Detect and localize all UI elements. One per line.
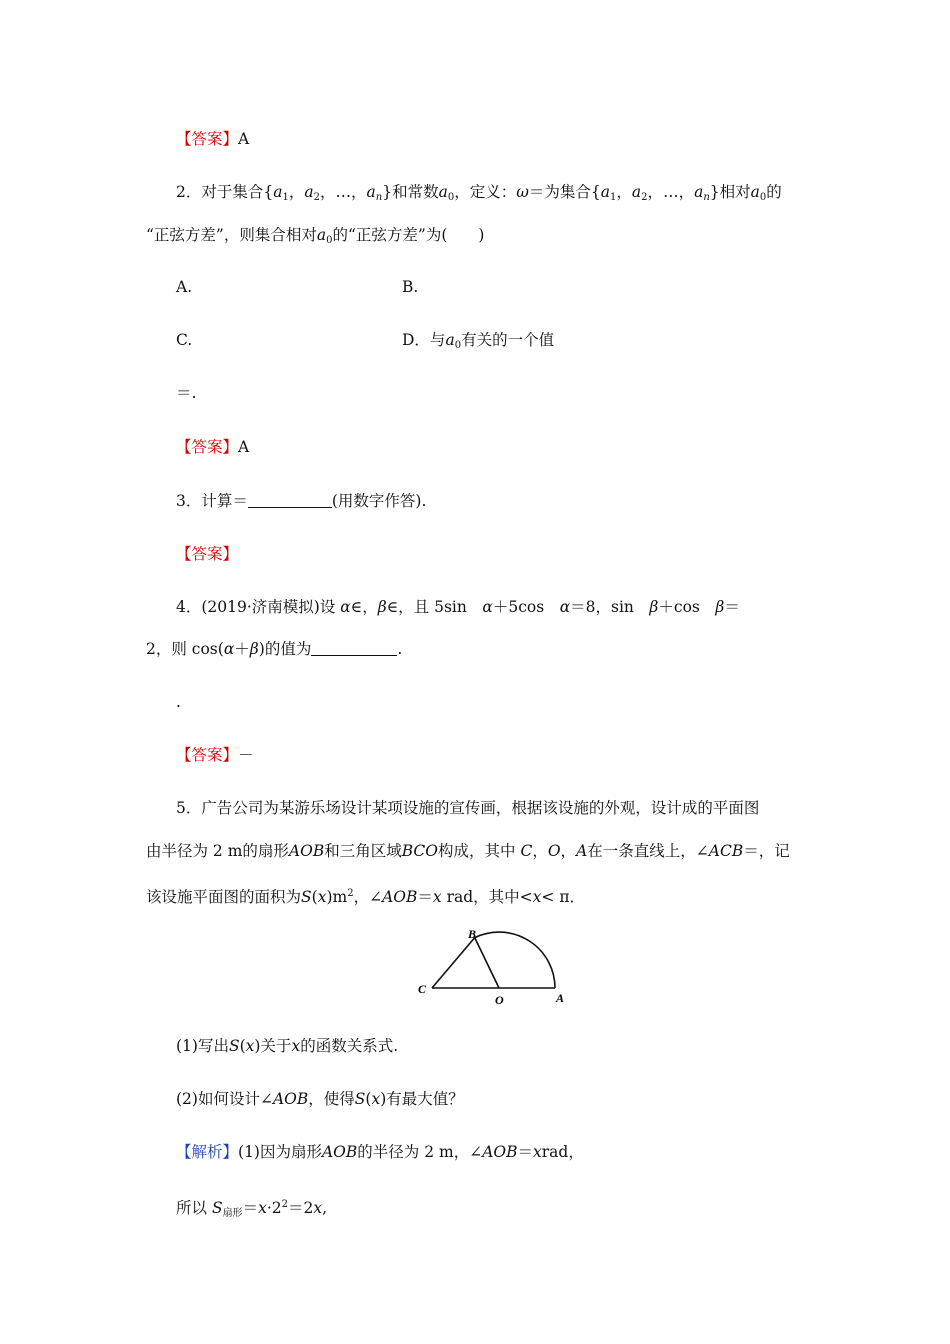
sub-question-2: (2)如何设计∠AOB，使得S(x)有最大值？ xyxy=(176,1090,464,1108)
text: ＝，记 xyxy=(743,842,790,860)
text: ， xyxy=(532,842,548,860)
question-number: 2． xyxy=(176,183,202,201)
text: ， xyxy=(647,183,664,201)
text: (2)如何设计∠ xyxy=(176,1090,273,1108)
text: ， xyxy=(288,183,305,201)
text: 的半径为 2 m，∠ xyxy=(357,1143,483,1161)
var: AOB xyxy=(382,888,418,906)
text: 对于集合{ xyxy=(201,183,274,201)
option-d xyxy=(402,329,554,357)
text: 和三角区域 xyxy=(324,842,402,860)
text: . xyxy=(397,640,403,658)
label-o: O xyxy=(495,993,504,1004)
text: ，∠ xyxy=(353,888,383,906)
question-2-line-1 xyxy=(176,181,782,209)
text: “正弦方差”，则集合相对 xyxy=(146,226,317,244)
var: x xyxy=(258,1199,267,1217)
var: β xyxy=(377,598,387,616)
answer-tag: 【答案】 xyxy=(176,746,239,764)
text: … xyxy=(335,183,352,201)
question-2-line-2 xyxy=(146,224,484,252)
text: 有最大值？ xyxy=(386,1090,464,1108)
text: (1)因为扇形 xyxy=(238,1143,322,1161)
answer-1 xyxy=(176,128,249,150)
var: α xyxy=(223,640,235,658)
solution-line-1 xyxy=(176,1141,584,1163)
sector-arc xyxy=(475,932,555,988)
text: rad， xyxy=(541,1143,584,1161)
text: }相对 xyxy=(709,183,751,201)
sub: n xyxy=(703,192,710,203)
var: x xyxy=(432,888,442,906)
text: 2，则 cos( xyxy=(146,640,224,658)
var: α xyxy=(340,598,351,616)
text: ， xyxy=(320,183,336,201)
question-5-line-1: 5．广告公司为某游乐场设计某项设施的宣传画，根据该设施的外观，设计成的平面图 xyxy=(176,799,760,817)
text: )的值为 xyxy=(258,640,312,658)
sup: 2 xyxy=(281,1199,288,1210)
var: AOB xyxy=(321,1143,358,1161)
var: β xyxy=(715,598,725,616)
text: 有关的一个值 xyxy=(461,331,555,349)
var: x xyxy=(245,1037,255,1055)
solution-tag: 【解析】 xyxy=(176,1143,239,1161)
text: D．与 xyxy=(402,331,446,349)
var: a xyxy=(631,183,642,201)
var: AOB xyxy=(288,842,325,860)
text: … xyxy=(663,183,679,201)
answer-text: A xyxy=(238,130,250,148)
text: ，使得 xyxy=(308,1090,355,1108)
sub: 1 xyxy=(282,192,289,203)
segment-ob xyxy=(475,938,499,988)
text: 所以 xyxy=(176,1199,212,1217)
solution-line-2 xyxy=(176,1194,327,1225)
var: S xyxy=(211,1199,223,1217)
text: ＋5cos xyxy=(492,598,560,616)
text: ∈，且 5sin xyxy=(386,598,483,616)
text: ∈， xyxy=(350,598,378,616)
text: rad，其中< xyxy=(441,888,533,906)
text: 构成，其中 xyxy=(437,842,516,860)
var: C xyxy=(520,842,533,860)
text: 3．计算＝ xyxy=(176,492,248,510)
text: ， xyxy=(616,183,632,201)
var: x xyxy=(532,888,542,906)
text: (用数字作答). xyxy=(331,492,427,510)
option-a: A. xyxy=(176,278,193,296)
sub: 0 xyxy=(447,192,455,203)
var: x xyxy=(371,1090,381,1108)
text: ，定义： xyxy=(454,183,517,201)
text: ＝ xyxy=(242,1199,259,1217)
answer-3 xyxy=(176,543,238,565)
var: α xyxy=(559,598,571,616)
var: a xyxy=(438,183,448,201)
var: a xyxy=(304,183,314,201)
text: ＝ xyxy=(517,1143,533,1161)
sector-triangle-figure xyxy=(410,920,580,1004)
sub: 0 xyxy=(759,192,767,203)
var: S xyxy=(228,1037,240,1055)
var: x xyxy=(291,1037,301,1055)
answer-2 xyxy=(176,436,249,458)
var: AOB xyxy=(482,1143,518,1161)
sub: 扇形 xyxy=(222,1208,243,1219)
segment-cb xyxy=(432,938,475,988)
text: 由半径为 2 m的扇形 xyxy=(146,842,289,860)
text: ＝为集合{ xyxy=(528,183,601,201)
text: ， xyxy=(560,842,577,860)
answer-4 xyxy=(176,744,254,766)
text: 关于 xyxy=(260,1037,292,1055)
text: ＝8，sin xyxy=(570,598,650,616)
var: a xyxy=(600,183,611,201)
text: }和常数 xyxy=(382,183,439,201)
option-b: B. xyxy=(402,278,419,296)
sub: 1 xyxy=(610,192,617,203)
var: a xyxy=(273,183,283,201)
text: 该设施平面图的面积为 xyxy=(146,888,302,906)
sub: 0 xyxy=(454,340,462,351)
answer-blank xyxy=(248,491,332,508)
var: O xyxy=(547,842,561,860)
answer-text: A xyxy=(238,438,250,456)
sub: 2 xyxy=(313,192,321,203)
text: ＝2 xyxy=(288,1199,314,1217)
sub-question-1: (1)写出S(x)关于x的函数关系式. xyxy=(176,1037,399,1055)
var: a xyxy=(366,183,376,201)
text: (1)写出 xyxy=(176,1037,229,1055)
question-5-line-3: 该设施平面图的面积为$S(x)m^2$，∠AOB＝x rad，其中<x< π． xyxy=(146,888,586,906)
answer-blank xyxy=(311,639,397,656)
var: A xyxy=(576,842,588,860)
dot-line: . xyxy=(176,693,181,711)
equation-line: ＝. xyxy=(176,384,197,402)
var: a xyxy=(445,331,455,349)
label-c: C xyxy=(418,982,427,996)
text: ＝ xyxy=(724,598,740,616)
question-4-line-1 xyxy=(176,596,740,618)
question-4-line-2 xyxy=(146,638,402,660)
text: ＋cos xyxy=(658,598,716,616)
var: ω xyxy=(516,183,529,201)
question-5-line-2 xyxy=(146,840,790,862)
var: a xyxy=(694,183,704,201)
option-c: C. xyxy=(176,331,193,349)
text: 的“正弦方差”为( ) xyxy=(332,226,485,244)
label-b: B xyxy=(468,927,477,941)
var: β xyxy=(649,598,659,616)
question-3 xyxy=(176,490,426,512)
var: a xyxy=(316,226,327,244)
var: S xyxy=(354,1090,366,1108)
var: α xyxy=(482,598,493,616)
sub: n xyxy=(375,192,383,203)
var: x xyxy=(533,1143,542,1161)
answer-tag: 【答案】 xyxy=(176,545,239,563)
text: ·2 xyxy=(266,1199,282,1217)
answer-tag: 【答案】 xyxy=(176,438,239,456)
text: ， xyxy=(678,183,695,201)
sup: 2 xyxy=(347,888,354,899)
text: ＋ xyxy=(234,640,250,658)
text: 的 xyxy=(766,183,782,201)
answer-tag: 【答案】 xyxy=(176,130,239,148)
text: ＝ xyxy=(417,888,433,906)
var: S xyxy=(301,888,312,906)
text: 的函数关系式. xyxy=(300,1037,399,1055)
var: x xyxy=(313,1199,323,1217)
var: a xyxy=(750,183,760,201)
label-a: A xyxy=(556,991,565,1004)
text: , xyxy=(322,1199,328,1217)
var: ACB xyxy=(708,842,744,860)
text: m xyxy=(332,888,348,906)
sub: 2 xyxy=(641,192,648,203)
sub: 0 xyxy=(326,235,333,246)
var: β xyxy=(249,640,259,658)
text: < π． xyxy=(541,888,586,906)
var: x xyxy=(317,888,327,906)
var: AOB xyxy=(272,1090,309,1108)
text: 在一条直线上，∠ xyxy=(587,842,709,860)
var: BCO xyxy=(401,842,438,860)
answer-text: － xyxy=(238,746,254,764)
text: 4．(2019·济南模拟)设 xyxy=(176,598,336,616)
text: ， xyxy=(351,183,367,201)
